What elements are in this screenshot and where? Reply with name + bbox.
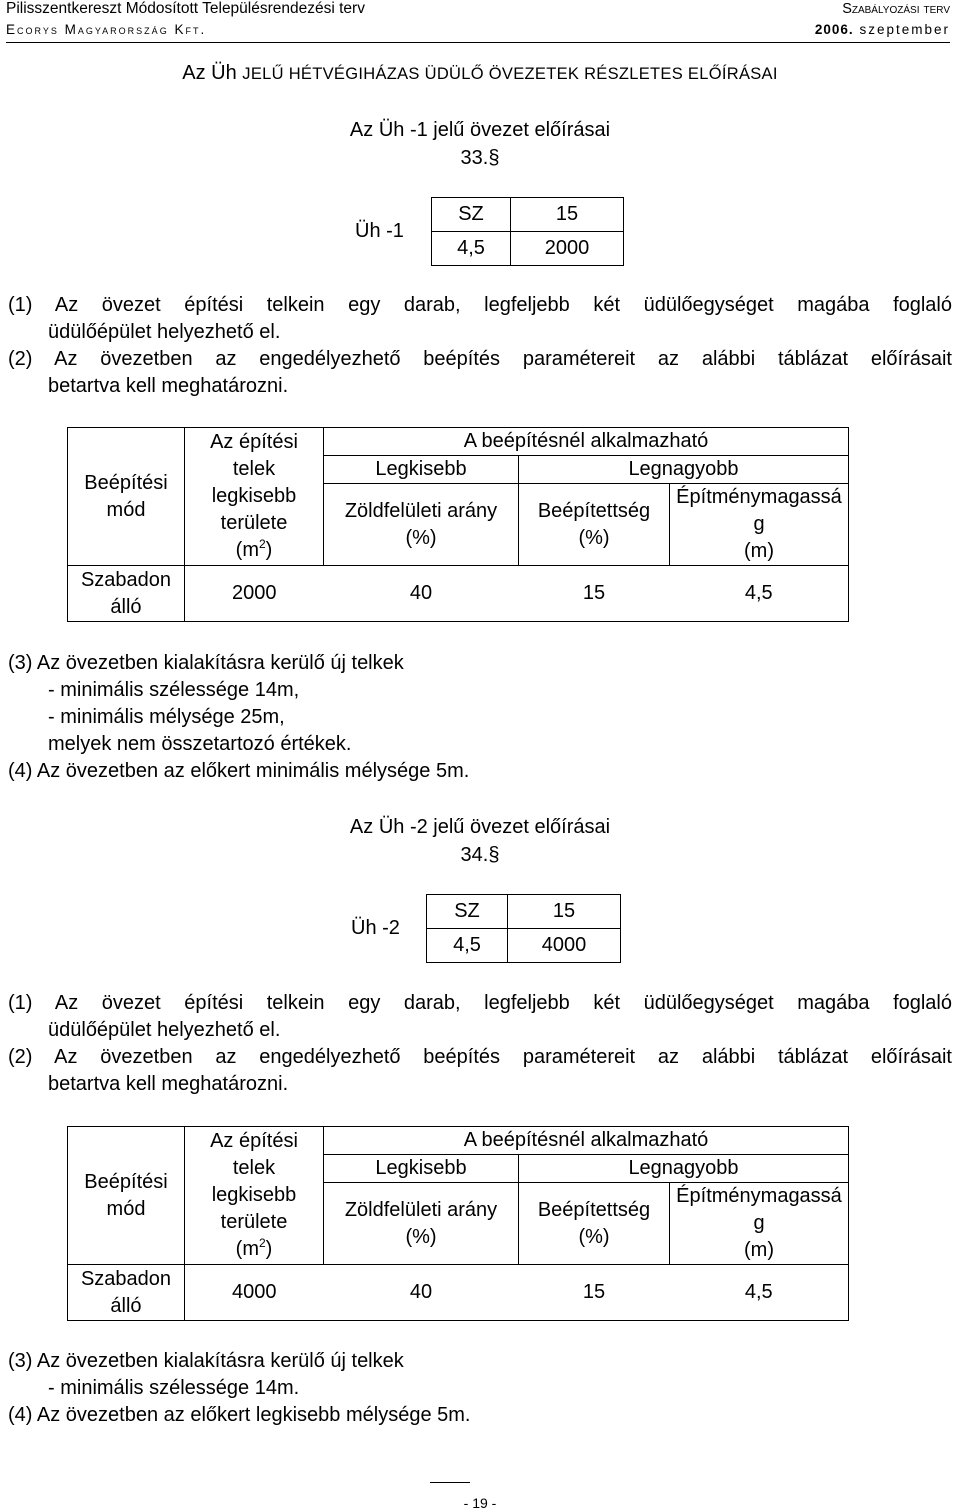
zone2-col-height: Építménymagassá g (m) — [670, 1183, 849, 1265]
zone2-col-min: Legkisebb — [324, 1155, 519, 1183]
document-type: Szabályozási terv — [842, 1, 950, 17]
zone2-title: Az Üh -2 jelű övezet előírásai — [349, 816, 611, 838]
zone1-row-height: 4,5 — [670, 566, 849, 622]
zone1-title: Az Üh -1 jelű övezet előírásai — [349, 119, 611, 141]
zone1-code-label: Üh -1 — [355, 220, 404, 242]
zone2-rule-1 — [8, 990, 952, 1044]
zone2-code-pct: 15 — [508, 895, 621, 929]
zone2-paragraph-sign: § — [488, 844, 500, 866]
zone1-rule-3 — [8, 650, 952, 785]
zone1-code-box — [431, 197, 624, 266]
page-header-top — [6, 0, 950, 18]
zone2-col-mode: Beépítési mód — [68, 1127, 185, 1265]
zone1-code-sz: SZ — [432, 198, 511, 232]
zone1-rule-4: (4) Az övezetben az előkert minimális mélysége 5m. — [8, 760, 470, 782]
zone1-rule-2 — [8, 346, 952, 400]
zone1-row-area: 2000 — [185, 566, 324, 622]
zone2-rule-2-line1: (2) Az övezetben az engedélyezhető beépítés paramétereit az alábbi táblázat előírásait — [8, 1046, 952, 1068]
zone2-rule-1-line1: (1) Az övezet építési telkein egy darab, legfeljebb két üdülőegységet magába foglaló — [8, 992, 952, 1014]
company-name: Ecorys Magyarország Kft. — [6, 22, 207, 37]
zone2-col-built: Beépítettség (%) — [519, 1183, 670, 1265]
zone1-rule-3-line1: (3) Az övezetben kialakításra kerülő új telkek — [8, 652, 404, 674]
zone2-paragraph-number — [0, 842, 960, 869]
zone1-rule-1 — [8, 292, 952, 346]
date-month: szeptember — [859, 22, 950, 37]
section-title-rest: JELŰ HÉTVÉGIHÁZAS ÜDÜLŐ ÖVEZETEK RÉSZLETES ELŐÍRÁSAI — [242, 65, 778, 83]
zone1-col-green: Zöldfelületi arány (%) — [324, 484, 519, 566]
zone1-code-pct: 15 — [511, 198, 624, 232]
document-title: Pilisszentkereszt Módosított Településrendezési terv — [6, 0, 365, 17]
zone1-col-mode: Beépítési mód — [68, 428, 185, 566]
zone1-row-built: 15 — [519, 566, 670, 622]
zone1-col-height: Építménymagassá g (m) — [670, 484, 849, 566]
zone1-parameter-table — [67, 427, 849, 622]
zone2-code-box — [426, 894, 621, 963]
zone2-rule-3 — [8, 1348, 952, 1429]
zone2-code-area: 4000 — [508, 929, 621, 963]
section-title — [0, 60, 960, 88]
zone2-rule-4: (4) Az övezetben az előkert legkisebb mélysége 5m. — [8, 1404, 471, 1426]
zone1-row-green: 40 — [324, 566, 519, 622]
zone2-rule-1-line2: üdülőépület helyezhető el. — [48, 1019, 281, 1041]
zone2-code-sz: SZ — [427, 895, 508, 929]
date-year: 2006. — [814, 22, 854, 37]
zone2-rule-2-line2: betartva kell meghatározni. — [48, 1073, 289, 1095]
zone2-row-area: 4000 — [185, 1265, 324, 1321]
zone2-code-height: 4,5 — [427, 929, 508, 963]
page-header-bottom — [6, 21, 950, 43]
zone2-col-area: Az építési telek legkisebb területe $(m^2)$ — [185, 1127, 324, 1265]
zone2-col-max: Legnagyobb — [519, 1155, 849, 1183]
zone1-row-mode: Szabadon álló — [68, 566, 185, 622]
zone2-row-built: 15 — [519, 1265, 670, 1321]
zone2-paragraph: 34. — [460, 844, 489, 866]
zone1-paragraph-sign: § — [488, 147, 500, 169]
zone1-col-group: A beépítésnél alkalmazható — [324, 428, 849, 456]
zone1-col-built: Beépítettség (%) — [519, 484, 670, 566]
zone2-code-label: Üh -2 — [351, 917, 400, 939]
zone1-rule-3-depth: - minimális mélysége 25m, — [48, 706, 285, 728]
zone2-parameter-table — [67, 1126, 849, 1321]
zone2-col-group: A beépítésnél alkalmazható — [324, 1127, 849, 1155]
zone2-row-green: 40 — [324, 1265, 519, 1321]
page-number: - 19 - — [463, 1495, 497, 1511]
zone1-code-area: 2000 — [511, 232, 624, 266]
footer-divider — [430, 1482, 470, 1483]
zone2-row-mode: Szabadon álló — [68, 1265, 185, 1321]
zone2-rule-2 — [8, 1044, 952, 1098]
zone1-col-area: Az építési telek legkisebb területe $(m^2)$ — [185, 428, 324, 566]
zone2-row-height: 4,5 — [670, 1265, 849, 1321]
zone1-rule-3-note: melyek nem összetartozó értékek. — [48, 733, 352, 755]
zone1-paragraph-number — [0, 145, 960, 172]
zone1-col-max: Legnagyobb — [519, 456, 849, 484]
zone1-rule-1-line1: (1) Az övezet építési telkein egy darab, legfeljebb két üdülőegységet magába foglaló — [8, 294, 952, 316]
zone1-rule-1-line2: üdülőépület helyezhető el. — [48, 321, 281, 343]
zone1-rule-3-width: - minimális szélessége 14m, — [48, 679, 300, 701]
section-title-main: Az Üh — [182, 62, 237, 84]
zone1-rule-2-line2: betartva kell meghatározni. — [48, 375, 289, 397]
zone1-paragraph: 33. — [460, 147, 489, 169]
document-date — [815, 21, 950, 39]
zone2-col-green: Zöldfelületi arány (%) — [324, 1183, 519, 1265]
zone1-col-min: Legkisebb — [324, 456, 519, 484]
zone2-rule-3-width: - minimális szélessége 14m. — [48, 1377, 300, 1399]
zone1-rule-2-line1: (2) Az övezetben az engedélyezhető beépítés paramétereit az alábbi táblázat előírásait — [8, 348, 952, 370]
zone1-code-height: 4,5 — [432, 232, 511, 266]
zone2-rule-3-line1: (3) Az övezetben kialakításra kerülő új telkek — [8, 1350, 404, 1372]
